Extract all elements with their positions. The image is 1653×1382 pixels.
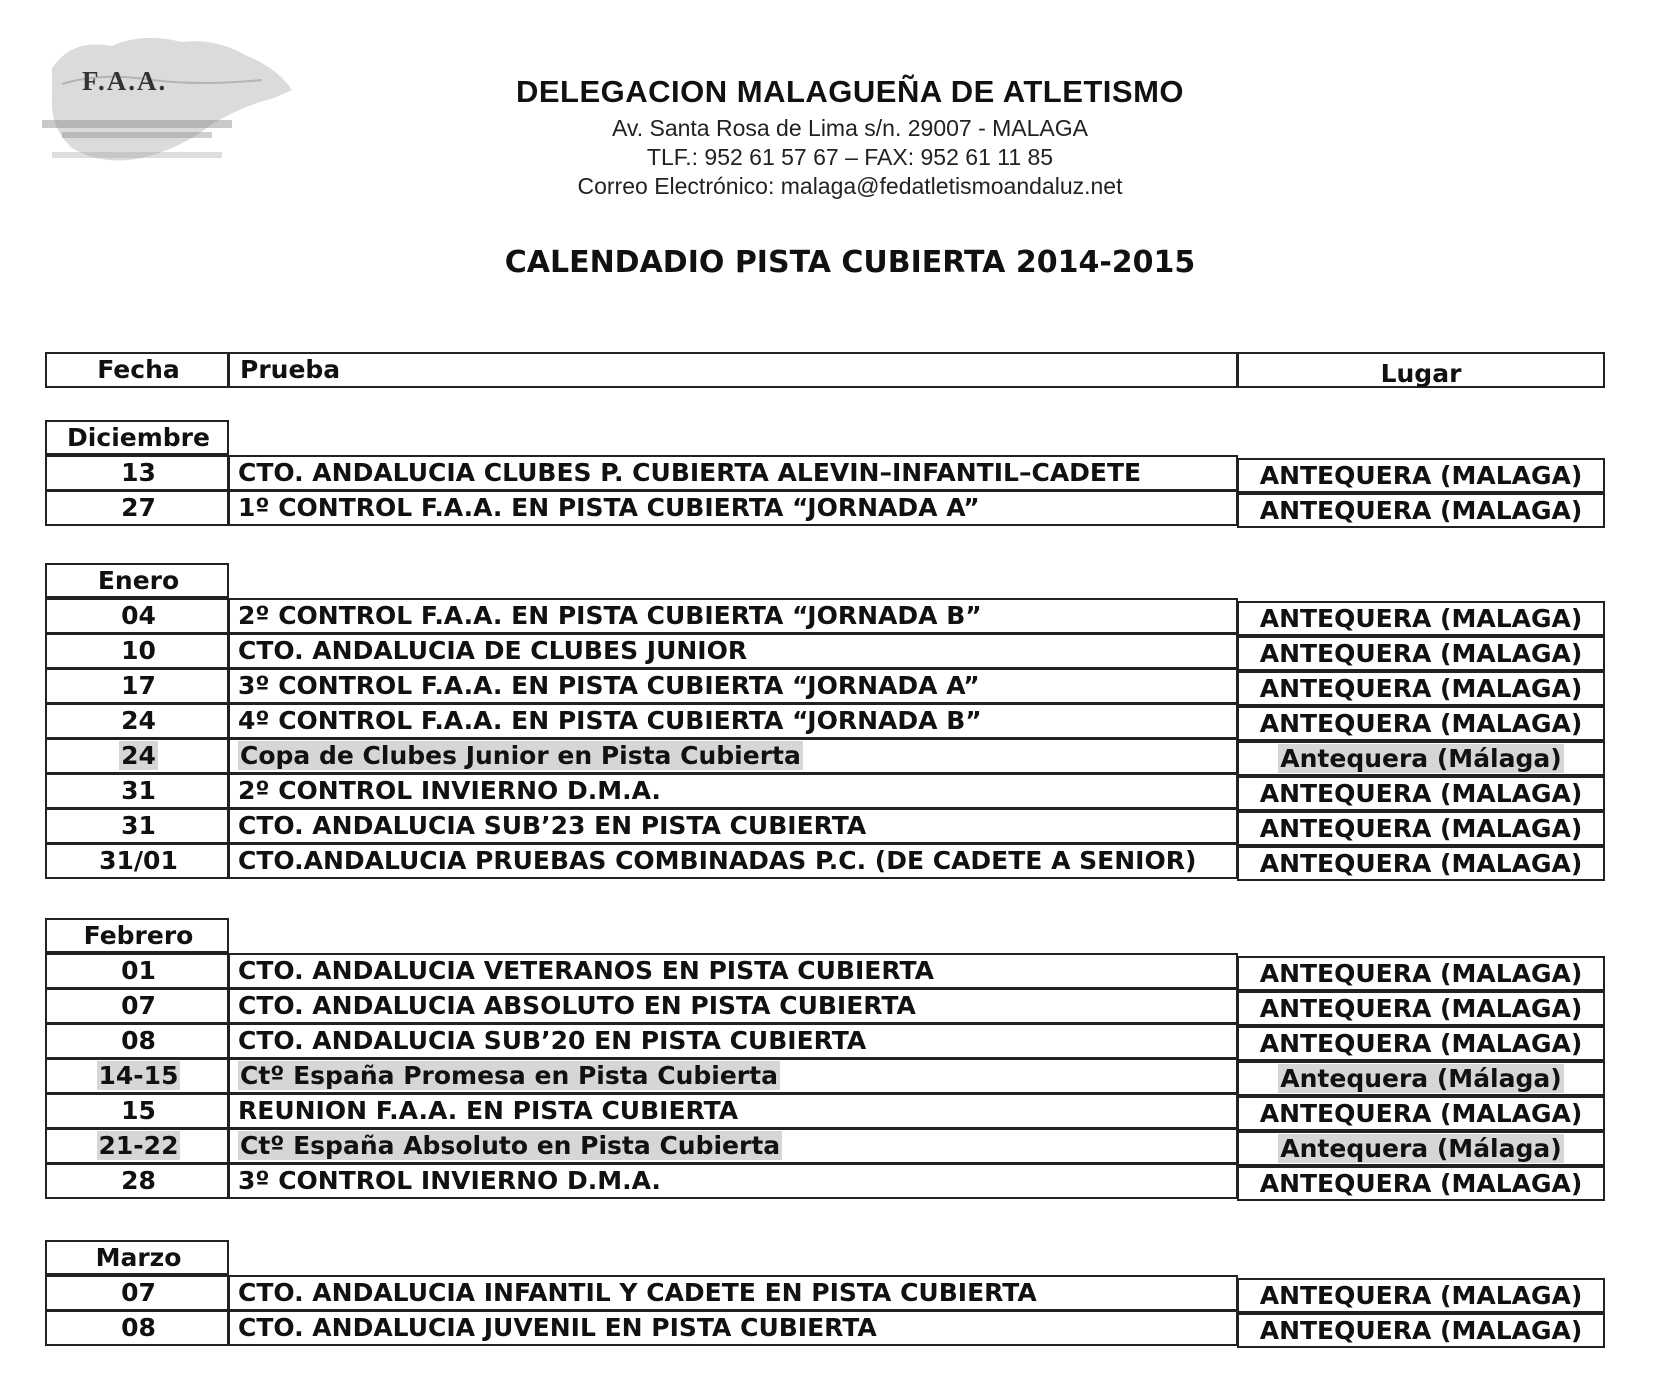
event-name-text: CTO. ANDALUCIA ABSOLUTO EN PISTA CUBIERTA xyxy=(238,991,916,1020)
event-date-text: 31/01 xyxy=(99,846,178,875)
event-name-text: 3º CONTROL INVIERNO D.M.A. xyxy=(238,1166,661,1195)
event-date-text: 10 xyxy=(121,636,156,665)
column-header-prueba: Prueba xyxy=(240,355,341,384)
event-venue-text: Antequera (Málaga) xyxy=(1280,744,1562,773)
event-date-text: 08 xyxy=(121,1026,156,1055)
event-name xyxy=(238,1276,1037,1310)
event-date xyxy=(47,634,230,668)
event-name xyxy=(238,844,1196,878)
event-name-text: Copa de Clubes Junior en Pista Cubierta xyxy=(240,741,801,770)
event-date xyxy=(47,774,230,808)
event-date xyxy=(47,1276,230,1310)
event-name xyxy=(238,774,661,808)
event-date xyxy=(47,1059,230,1093)
event-name xyxy=(238,739,803,773)
event-name xyxy=(238,669,980,703)
event-date-text: 24 xyxy=(121,741,156,770)
event-venue-text: ANTEQUERA (MALAGA) xyxy=(1259,709,1583,738)
event-venue-text: ANTEQUERA (MALAGA) xyxy=(1259,849,1583,878)
event-date-text: 07 xyxy=(121,1278,156,1307)
event-date-text: 28 xyxy=(121,1166,156,1195)
event-venue xyxy=(1237,847,1605,881)
event-date xyxy=(47,456,230,490)
event-name-text: CTO. ANDALUCIA CLUBES P. CUBIERTA ALEVIN–INFANTIL–CADETE xyxy=(238,458,1142,487)
event-date xyxy=(47,704,230,738)
event-date xyxy=(47,954,230,988)
logo-text: F.A.A. xyxy=(82,66,168,96)
event-name-text: CTO. ANDALUCIA DE CLUBES JUNIOR xyxy=(238,636,748,665)
header-prueba-cell xyxy=(228,352,1238,388)
event-venue xyxy=(1237,992,1605,1026)
event-venue-text: ANTEQUERA (MALAGA) xyxy=(1259,1029,1583,1058)
event-name xyxy=(238,1164,661,1198)
event-name-text: CTO. ANDALUCIA SUB’20 EN PISTA CUBIERTA xyxy=(238,1026,867,1055)
event-name-text: CTO.ANDALUCIA PRUEBAS COMBINADAS P.C. (DE CADETE A SENIOR) xyxy=(238,846,1197,875)
event-name-text: 2º CONTROL INVIERNO D.M.A. xyxy=(238,776,661,805)
event-venue xyxy=(1237,1062,1605,1096)
event-date-text: 13 xyxy=(121,458,156,487)
organization-name: DELEGACION MALAGUEÑA DE ATLETISMO xyxy=(515,74,1185,109)
event-venue xyxy=(1237,1314,1605,1348)
event-name xyxy=(238,1094,738,1128)
event-name-text: CTO. ANDALUCIA SUB’23 EN PISTA CUBIERTA xyxy=(238,811,867,840)
event-date xyxy=(47,844,230,878)
event-venue xyxy=(1237,777,1605,811)
event-date xyxy=(47,989,230,1023)
event-date-text: 07 xyxy=(121,991,156,1020)
event-venue xyxy=(1237,1027,1605,1061)
event-venue-text: ANTEQUERA (MALAGA) xyxy=(1259,1169,1583,1198)
event-name-text: Ctº España Promesa en Pista Cubierta xyxy=(240,1061,778,1090)
event-date-text: 04 xyxy=(121,601,156,630)
column-header-lugar: Lugar xyxy=(1380,359,1462,388)
phone-fax: TLF.: 952 61 57 67 – FAX: 952 61 11 85 xyxy=(646,144,1054,170)
email-line: Correo Electrónico: malaga@fedatletismoandaluz.net xyxy=(577,173,1123,199)
event-date xyxy=(47,1164,230,1198)
faa-logo xyxy=(42,28,302,178)
event-name-text: 1º CONTROL F.A.A. EN PISTA CUBIERTA “JORNADA A” xyxy=(238,493,980,522)
event-name-text: CTO. ANDALUCIA VETERANOS EN PISTA CUBIERTA xyxy=(238,956,934,985)
event-venue xyxy=(1237,957,1605,991)
event-venue-text: ANTEQUERA (MALAGA) xyxy=(1259,1316,1583,1345)
event-venue-text: ANTEQUERA (MALAGA) xyxy=(1259,994,1583,1023)
event-venue-text: ANTEQUERA (MALAGA) xyxy=(1259,604,1583,633)
event-venue-text: ANTEQUERA (MALAGA) xyxy=(1259,674,1583,703)
event-name-text: Ctº España Absoluto en Pista Cubierta xyxy=(240,1131,781,1160)
event-venue-text: ANTEQUERA (MALAGA) xyxy=(1259,814,1583,843)
event-venue xyxy=(1237,602,1605,636)
event-venue-text: ANTEQUERA (MALAGA) xyxy=(1259,779,1583,808)
event-venue-text: ANTEQUERA (MALAGA) xyxy=(1259,461,1583,490)
event-name xyxy=(238,456,1141,490)
event-date-text: 31 xyxy=(121,776,156,805)
event-name xyxy=(238,634,747,668)
event-name xyxy=(238,1129,782,1163)
event-name xyxy=(238,1059,780,1093)
event-date xyxy=(47,1129,230,1163)
event-name xyxy=(238,704,982,738)
event-venue-text: ANTEQUERA (MALAGA) xyxy=(1259,496,1583,525)
event-name-text: CTO. ANDALUCIA JUVENIL EN PISTA CUBIERTA xyxy=(238,1313,877,1342)
andalucia-map-icon xyxy=(42,28,302,178)
event-name-text: 2º CONTROL F.A.A. EN PISTA CUBIERTA “JORNADA B” xyxy=(238,601,982,630)
calendar-title: CALENDADIO PISTA CUBIERTA 2014-2015 xyxy=(504,245,1196,280)
event-venue xyxy=(1237,812,1605,846)
month-label: Enero xyxy=(97,566,180,595)
event-date xyxy=(47,739,230,773)
month-label: Marzo xyxy=(95,1243,182,1272)
event-date-text: 27 xyxy=(121,493,156,522)
event-venue-text: ANTEQUERA (MALAGA) xyxy=(1259,959,1583,988)
event-venue xyxy=(1237,1279,1605,1313)
event-name xyxy=(238,954,934,988)
event-venue xyxy=(1237,672,1605,706)
event-name xyxy=(238,1311,877,1345)
column-header-fecha: Fecha xyxy=(97,355,180,384)
event-name-text: 4º CONTROL F.A.A. EN PISTA CUBIERTA “JORNADA B” xyxy=(238,706,982,735)
event-name xyxy=(238,809,866,843)
event-venue xyxy=(1237,1132,1605,1166)
event-venue xyxy=(1237,742,1605,776)
event-date-text: 31 xyxy=(121,811,156,840)
event-date xyxy=(47,1024,230,1058)
month-label: Diciembre xyxy=(67,423,210,452)
event-venue xyxy=(1237,637,1605,671)
event-venue xyxy=(1237,1167,1605,1201)
event-date xyxy=(47,491,230,525)
event-date-text: 08 xyxy=(121,1313,156,1342)
event-name xyxy=(238,1024,866,1058)
event-date xyxy=(47,809,230,843)
event-date-text: 17 xyxy=(121,671,156,700)
event-date-text: 14-15 xyxy=(98,1061,179,1090)
event-venue xyxy=(1237,494,1605,528)
event-name xyxy=(238,989,916,1023)
event-venue-text: Antequera (Málaga) xyxy=(1280,1134,1562,1163)
event-venue xyxy=(1237,1097,1605,1131)
event-date-text: 01 xyxy=(121,956,156,985)
event-date-text: 21-22 xyxy=(98,1131,179,1160)
address: Av. Santa Rosa de Lima s/n. 29007 - MALAGA xyxy=(611,115,1088,141)
event-date xyxy=(47,1311,230,1345)
event-venue-text: Antequera (Málaga) xyxy=(1280,1064,1562,1093)
event-venue xyxy=(1237,707,1605,741)
event-name xyxy=(238,599,982,633)
event-date xyxy=(47,1094,230,1128)
event-name xyxy=(238,491,980,525)
event-venue-text: ANTEQUERA (MALAGA) xyxy=(1259,639,1583,668)
event-name-text: 3º CONTROL F.A.A. EN PISTA CUBIERTA “JORNADA A” xyxy=(238,671,980,700)
event-venue-text: ANTEQUERA (MALAGA) xyxy=(1259,1281,1583,1310)
month-label: Febrero xyxy=(83,921,194,950)
event-venue-text: ANTEQUERA (MALAGA) xyxy=(1259,1099,1583,1128)
event-date-text: 15 xyxy=(121,1096,156,1125)
event-date-text: 24 xyxy=(121,706,156,735)
event-venue xyxy=(1237,459,1605,493)
event-date xyxy=(47,599,230,633)
event-date xyxy=(47,669,230,703)
event-name-text: REUNION F.A.A. EN PISTA CUBIERTA xyxy=(238,1096,739,1125)
event-name-text: CTO. ANDALUCIA INFANTIL Y CADETE EN PISTA CUBIERTA xyxy=(238,1278,1037,1307)
